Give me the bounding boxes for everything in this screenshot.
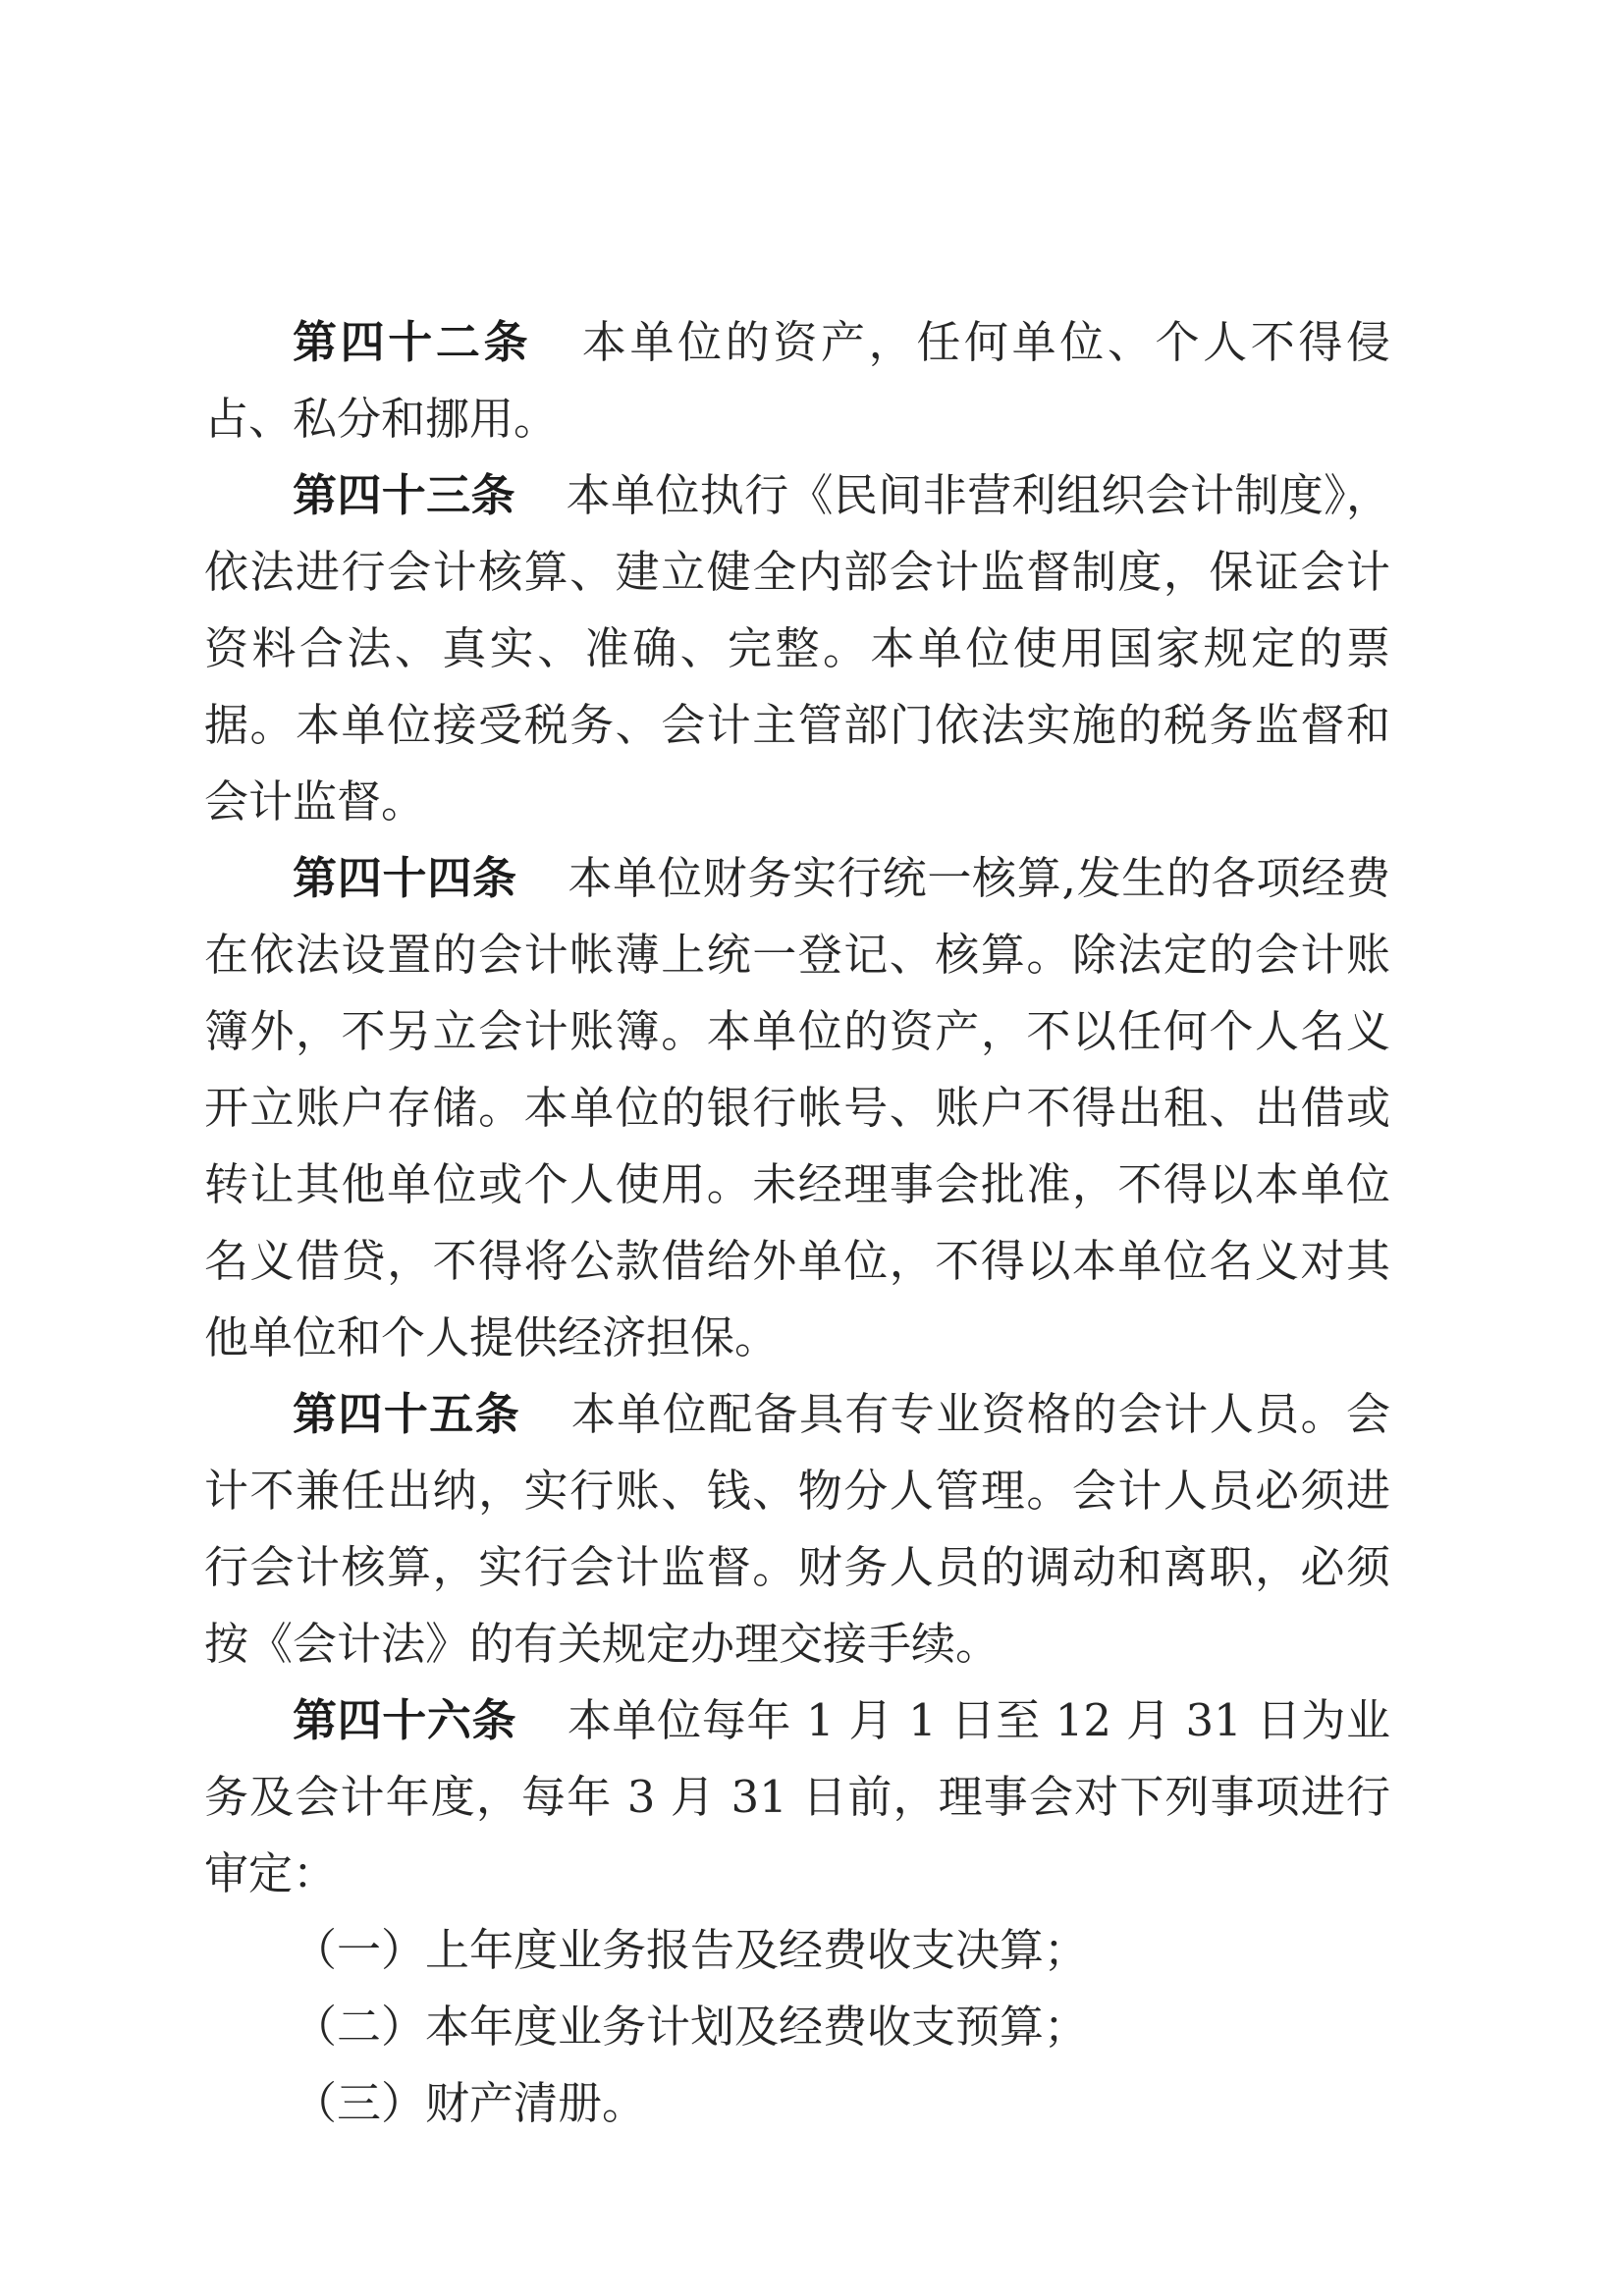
article-42-number: 第四十二条 [293, 316, 532, 368]
article-43-text: 本单位执行《民间非营利组织会计制度》，依法进行会计核算、建立健全内部会计监督制度，保证会计资料合法、真实、准确、完整。本单位使用国家规定的票据。本单位接受税务、会计主管部门依法实施的税务监督和会计监督。 [204, 469, 1390, 828]
article-46-number: 第四十六条 [293, 1694, 517, 1746]
article-44-number: 第四十四条 [293, 852, 517, 904]
list-item-2: （二）本年度业务计划及经费收支预算； [293, 2001, 1089, 2053]
article-44 [204, 840, 1390, 1376]
article-45-number: 第四十五条 [293, 1388, 521, 1440]
article-42-text: 本单位的资产，任何单位、个人不得侵占、私分和挪用。 [204, 316, 1390, 445]
article-44-text: 本单位财务实行统一核算,发生的各项经费在依法设置的会计帐薄上统一登记、核算。除法定的会计账簿外，不另立会计账簿。本单位的资产，不以任何个人名义开立账户存储。本单位的银行帐号、账户不得出租、出借或转让其他单位或个人使用。未经理事会批准，不得以本单位名义借贷，不得将公款借给外单位，不得以本单位名义对其他单位和个人提供经济担保。 [204, 852, 1390, 1363]
article-43-number: 第四十三条 [293, 469, 515, 521]
article-43 [204, 457, 1390, 840]
list-item-1: （一）上年度业务报告及经费收支决算； [293, 1924, 1089, 1976]
article-46-text: 本单位每年 1 月 1 日至 12 月 31 日为业务及会计年度，每年 3 月 31 日前，理事会对下列事项进行审定： [204, 1694, 1390, 1899]
article-42 [204, 304, 1390, 457]
article-45 [204, 1376, 1390, 1682]
article-45-text: 本单位配备具有专业资格的会计人员。会计不兼任出纳，实行账、钱、物分人管理。会计人员必须进行会计核算，实行会计监督。财务人员的调动和离职，必须按《会计法》的有关规定办理交接手续。 [204, 1388, 1390, 1670]
document-body [204, 304, 1390, 2142]
list-item-3: （三）财产清册。 [293, 2077, 647, 2129]
article-46 [204, 1682, 1390, 1912]
